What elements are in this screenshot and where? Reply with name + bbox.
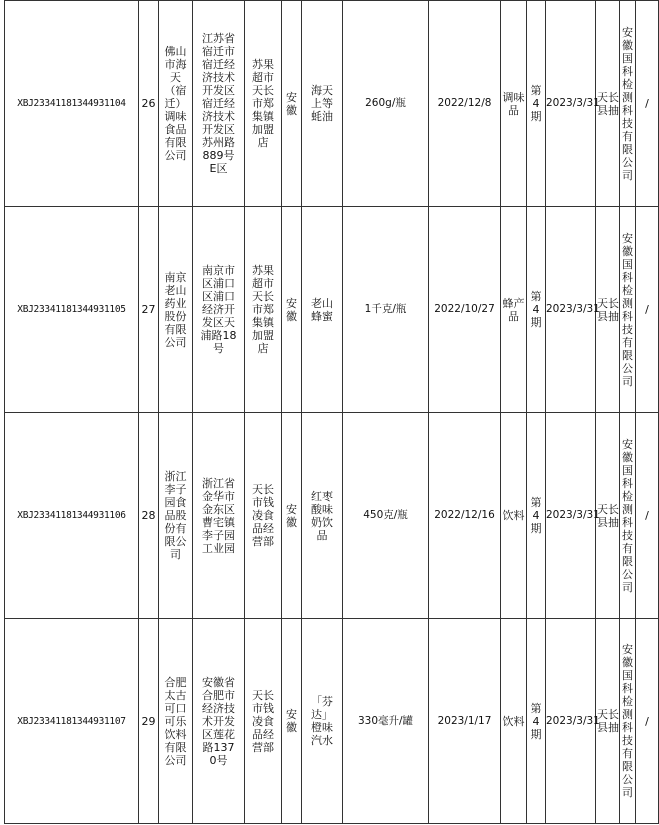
product-name (302, 413, 343, 619)
sample-id: XBJ23341181344931105 (5, 207, 139, 413)
food-category (501, 1, 527, 207)
manufacturer (159, 413, 193, 619)
period (527, 207, 546, 413)
manufacturer-address (193, 619, 245, 824)
announce-date: 2023/3/31 (546, 413, 596, 619)
seller-text: 天长市钱凌食品经营部 (252, 483, 274, 548)
period-text: 第4期 (530, 290, 542, 329)
task-source-text: 天长县抽 (597, 296, 619, 323)
manufacturer (159, 619, 193, 824)
food-category (501, 413, 527, 619)
period-text: 第4期 (530, 84, 542, 123)
province-text: 安徽 (286, 296, 297, 323)
production-date: 2022/12/8 (429, 1, 501, 207)
food-category-text: 蜂产品 (502, 296, 525, 323)
food-category-text: 饮料 (502, 714, 525, 728)
province-text: 安徽 (286, 90, 297, 117)
manufacturer-address (193, 1, 245, 207)
manufacturer-text: 浙江李子园食品股份有限公司 (164, 470, 187, 561)
inspection-table (4, 0, 659, 824)
period-text: 第4期 (530, 496, 542, 535)
task-source-text: 天长县抽 (597, 90, 619, 117)
manufacturer-address-text: 南京市区浦口区浦口经济开发区天浦路18号 (200, 264, 237, 355)
period (527, 413, 546, 619)
province-text: 安徽 (286, 708, 297, 734)
period (527, 1, 546, 207)
sequence-number: 27 (139, 207, 159, 413)
table-row (5, 413, 659, 619)
announce-date: 2023/3/31 (546, 619, 596, 824)
province (282, 413, 302, 619)
period-text: 第4期 (530, 701, 542, 741)
manufacturer (159, 207, 193, 413)
task-source (596, 619, 620, 824)
seller (245, 207, 282, 413)
test-organization (620, 619, 636, 824)
task-source (596, 207, 620, 413)
manufacturer-address-text: 江苏省宿迁市宿迁经济技术开发区宿迁经济技术开发区苏州路889号E区 (202, 32, 235, 175)
test-organization (620, 1, 636, 207)
task-source-text: 天长县抽 (597, 708, 619, 734)
note: / (636, 619, 659, 824)
note: / (636, 1, 659, 207)
specification: 330毫升/罐 (343, 619, 429, 824)
period (527, 619, 546, 824)
manufacturer-text: 南京老山药业股份有限公司 (164, 270, 187, 349)
sequence-number: 28 (139, 413, 159, 619)
test-organization-text: 安徽国科检测科技有限公司 (622, 231, 633, 388)
announce-date: 2023/3/31 (546, 207, 596, 413)
province-text: 安徽 (286, 502, 297, 529)
seller-text: 苏果超市天长市郑集镇加盟店 (252, 58, 274, 149)
task-source (596, 413, 620, 619)
province (282, 619, 302, 824)
manufacturer-text: 佛山市海天（宿迁）调味食品有限公司 (164, 45, 187, 162)
sequence-number: 29 (139, 619, 159, 824)
table-row (5, 619, 659, 824)
task-source-text: 天长县抽 (597, 502, 619, 529)
seller (245, 1, 282, 207)
table-row (5, 207, 659, 413)
test-organization (620, 207, 636, 413)
manufacturer-address (193, 207, 245, 413)
province (282, 1, 302, 207)
food-category-text: 饮料 (502, 509, 525, 522)
task-source (596, 1, 620, 207)
test-organization-text: 安徽国科检测科技有限公司 (622, 25, 633, 182)
food-category (501, 619, 527, 824)
test-organization-text: 安徽国科检测科技有限公司 (622, 643, 633, 799)
note: / (636, 207, 659, 413)
test-organization (620, 413, 636, 619)
product-name (302, 1, 343, 207)
sample-id: XBJ23341181344931107 (5, 619, 139, 824)
specification: 1千克/瓶 (343, 207, 429, 413)
sequence-number: 26 (139, 1, 159, 207)
product-name-text: 「芬达」橙味汽水 (311, 695, 333, 747)
manufacturer-address-text: 安徽省合肥市经济技术开发区莲花路1370号 (202, 675, 235, 767)
manufacturer-address (193, 413, 245, 619)
specification: 450克/瓶 (343, 413, 429, 619)
manufacturer-text: 合肥太古可口可乐饮料有限公司 (164, 675, 187, 767)
product-name-text: 海天上等蚝油 (311, 84, 333, 123)
seller-text: 苏果超市天长市郑集镇加盟店 (252, 264, 274, 355)
announce-date: 2023/3/31 (546, 1, 596, 207)
sample-id: XBJ23341181344931106 (5, 413, 139, 619)
product-name-text: 红枣酸味奶饮品 (311, 489, 333, 542)
product-name (302, 619, 343, 824)
production-date: 2022/10/27 (429, 207, 501, 413)
manufacturer-address-text: 浙江省金华市金东区曹宅镇李子园工业园 (202, 476, 235, 555)
food-category (501, 207, 527, 413)
manufacturer (159, 1, 193, 207)
production-date: 2022/12/16 (429, 413, 501, 619)
seller (245, 413, 282, 619)
specification: 260g/瓶 (343, 1, 429, 207)
seller-text: 天长市钱凌食品经营部 (252, 688, 274, 754)
seller (245, 619, 282, 824)
note: / (636, 413, 659, 619)
food-category-text: 调味品 (502, 90, 525, 117)
product-name (302, 207, 343, 413)
sample-id: XBJ23341181344931104 (5, 1, 139, 207)
product-name-text: 老山蜂蜜 (311, 296, 333, 323)
production-date: 2023/1/17 (429, 619, 501, 824)
table-row (5, 1, 659, 207)
province (282, 207, 302, 413)
test-organization-text: 安徽国科检测科技有限公司 (622, 437, 633, 594)
